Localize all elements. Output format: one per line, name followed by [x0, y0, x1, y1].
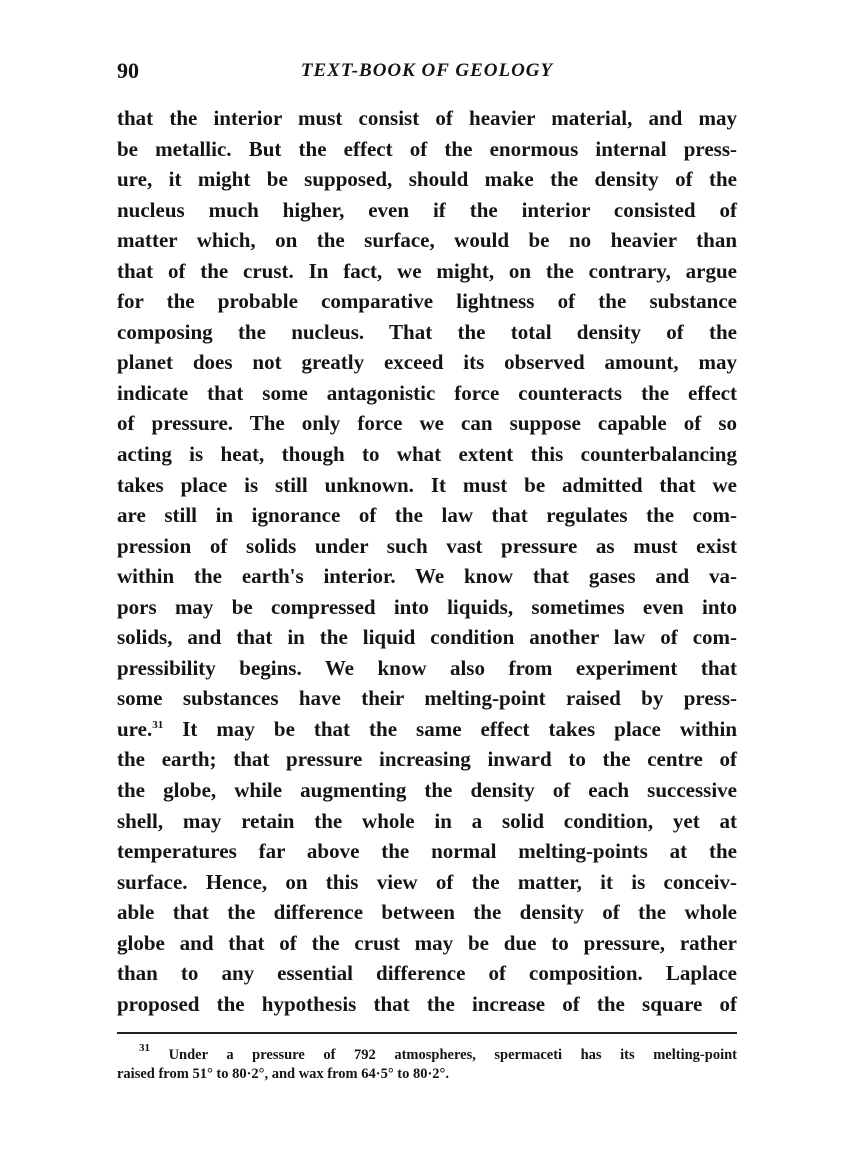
- text-line: planet does not greatly exceed its observed amount, may: [117, 350, 737, 375]
- text-line: indicate that some antagonistic force counteracts the effect: [117, 380, 737, 405]
- text-line: pors may be compressed into liquids, sometimes even into: [117, 594, 737, 619]
- text-line: ure, it might be supposed, should make the density of the: [117, 167, 737, 192]
- text-line: of pressure. The only force we can suppose capable of so: [117, 411, 737, 436]
- text-line: nucleus much higher, even if the interior consisted of: [117, 197, 737, 222]
- text-line: acting is heat, though to what extent this counterbalancing: [117, 442, 737, 467]
- text-line: the earth; that pressure increasing inward to the centre of: [117, 747, 737, 772]
- text-line-with-footnote-ref: [117, 714, 737, 745]
- footnote-divider: [117, 1032, 737, 1034]
- text-line: that the interior must consist of heavier material, and may: [117, 106, 737, 130]
- footnote: [117, 1042, 737, 1084]
- text-line: globe and that of the crust may be due to pressure, rather: [117, 930, 737, 955]
- text-line: some substances have their melting-point raised by press-: [117, 686, 737, 711]
- footnote-text: Under a pressure of 792 atmospheres, spermaceti has its melting-point: [168, 1047, 737, 1063]
- text-line: surface. Hence, on this view of the matter, it is conceiv-: [117, 869, 737, 894]
- page-number: 90: [117, 58, 139, 83]
- text-line: temperatures far above the normal melting-points at the: [117, 839, 737, 864]
- text-line: than to any essential difference of composition. Laplace: [117, 961, 737, 986]
- body-text: [117, 103, 737, 1019]
- text-line: are still in ignorance of the law that regulates the com-: [117, 503, 737, 528]
- text-line: be metallic. But the effect of the enormous internal press-: [117, 136, 737, 161]
- footnote-marker: 31: [139, 1042, 150, 1054]
- text-line: proposed the hypothesis that the increase of the square of: [117, 991, 737, 1016]
- page-header: [117, 58, 737, 90]
- text-line: shell, may retain the whole in a solid condition, yet at: [117, 808, 737, 833]
- footnote-reference: 31: [152, 718, 164, 731]
- text-line: matter which, on the surface, would be no heavier than: [117, 228, 737, 253]
- text-line: takes place is still unknown. It must be admitted that we: [117, 472, 737, 497]
- text-line: pression of solids under such vast pressure as must exist: [117, 533, 737, 558]
- text-line: that of the crust. In fact, we might, on the contrary, argue: [117, 258, 737, 283]
- running-head: TEXT-BOOK OF GEOLOGY: [300, 60, 554, 81]
- text-line: within the earth's interior. We know that gases and va-: [117, 564, 737, 589]
- footnote-line: [117, 1042, 737, 1065]
- text-line: pressibility begins. We know also from experiment that: [117, 655, 737, 680]
- line-rest: It may be that the same effect takes place within: [182, 716, 737, 741]
- footnote-line: raised from 51° to 80·2°, and wax from 64·5° to 80·2°.: [117, 1066, 449, 1082]
- text-line: composing the nucleus. That the total density of the: [117, 319, 737, 344]
- text-line: for the probable comparative lightness of the substance: [117, 289, 737, 314]
- text-line: able that the difference between the density of the whole: [117, 900, 737, 925]
- line-prefix: ure.: [117, 716, 153, 741]
- text-line: the globe, while augmenting the density of each successive: [117, 778, 737, 803]
- text-line: solids, and that in the liquid condition another law of com-: [117, 625, 737, 650]
